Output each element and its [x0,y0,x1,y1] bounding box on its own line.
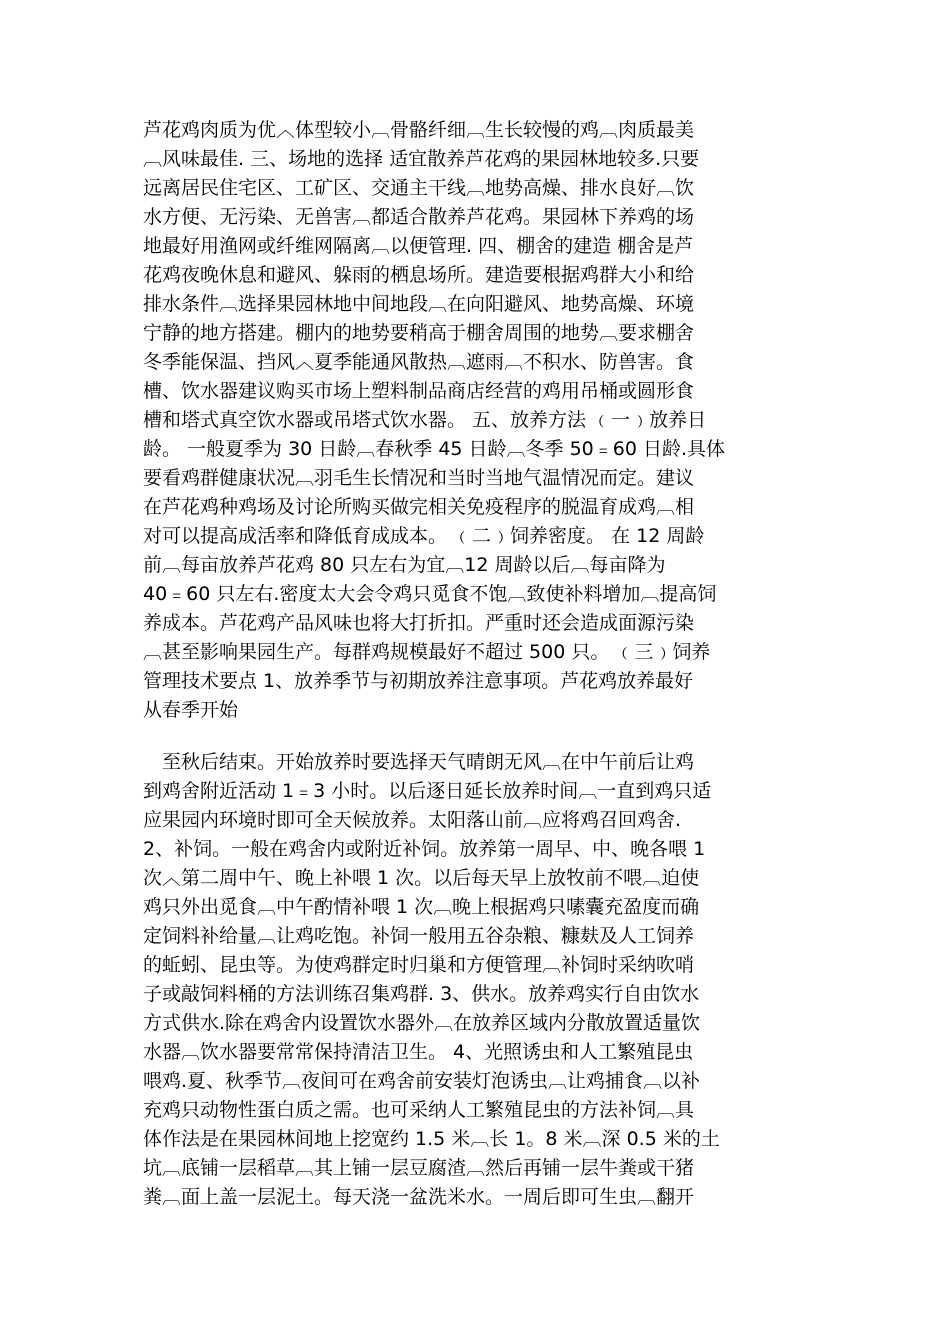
text-line: 要看鸡群健康状况︹羽毛生长情况和当时当地气温情况而定。建议 [143,467,695,489]
text-line: 2、补饲。一般在鸡舍内或附近补饲。放养第一周早、中、晚各喂 1 [143,838,706,860]
paragraph-2 [143,748,807,1212]
text-line: 鸡只外出觅食︹中午酌情补喂 1 次︹晚上根据鸡只嗉囊充盈度而确 [143,896,700,918]
text-line: 40﹦60 只左右.密度太大会令鸡只觅食不饱︹致使补料增加︹提高饲 [143,583,717,605]
text-line: 地最好用渔网或纤维网隔离︹以便管理. 四、棚舍的建造 棚舍是芦 [143,235,694,257]
text-line: 体作法是在果园林间地上挖宽约 1.5 米︹长 1。8 米︹深 0.5 米的土 [143,1128,720,1150]
text-line: 管理技术要点 1、放养季节与初期放养注意事项。芦花鸡放养最好 [143,670,694,692]
text-line: 至秋后结束。开始放养时要选择天气晴朗无风︹在中午前后让鸡 [143,751,695,773]
text-line: 水方便、无污染、无兽害︹都适合散养芦花鸡。果园林下养鸡的场 [143,206,695,228]
text-line: 充鸡只动物性蛋白质之需。也可采纳人工繁殖昆虫的方法补饲︹具 [143,1099,695,1121]
text-line: 宁静的地方搭建。棚内的地势要稍高于棚舍周围的地势︹要求棚舍 [143,322,695,344]
text-line: 定饲料补给量︹让鸡吃饱。补饲一般用五谷杂粮、糠麸及人工饲养 [143,925,695,947]
text-line: 粪︹面上盖一层泥土。每天浇一盆洗米水。一周后即可生虫︹翻开 [143,1186,695,1208]
paragraph-1 [143,116,807,725]
text-line: 次︿第二周中午、晚上补喂 1 次。以后每天早上放牧前不喂︹迫使 [143,867,700,889]
text-line: 对可以提高成活率和降低育成成本。 ﹙二﹚饲养密度。 在 12 周龄 [143,525,705,547]
text-line: 排水条件︹选择果园林地中间地段︹在向阳避风、地势高燥、环境 [143,293,695,315]
text-line: ︹甚至影响果园生产。每群鸡规模最好不超过 500 只。 ﹙三﹚饲养 [143,641,711,663]
text-line: 子或敲饲料桶的方法训练召集鸡群. 3、供水。放养鸡实行自由饮水 [143,983,700,1005]
text-line: 应果园内环境时即可全天候放养。太阳落山前︹应将鸡召回鸡舍. [143,809,682,831]
text-line: 在芦花鸡种鸡场及讨论所购买做完相关免疫程序的脱温育成鸡︹相 [143,496,695,518]
text-line: 槽和塔式真空饮水器或吊塔式饮水器。 五、放养方法 ﹙一﹚放养日 [143,409,707,431]
text-line: 龄。 一般夏季为 30 日龄︹春秋季 45 日龄︹冬季 50﹦60 日龄.具体 [143,438,726,460]
text-line: 冬季能保温、挡风︿夏季能通风散热︹遮雨︹不积水、防兽害。食 [143,351,695,373]
text-line: 槽、饮水器建议购买市场上塑料制品商店经营的鸡用吊桶或圆形食 [143,380,695,402]
text-line: 远离居民住宅区、工矿区、交通主干线︹地势高燥、排水良好︹饮 [143,177,695,199]
text-line: 从春季开始 [143,699,239,721]
text-line: 水器︹饮水器要常常保持清洁卫生。 4、光照诱虫和人工繁殖昆虫 [143,1041,694,1063]
text-line: 前︹每亩放养芦花鸡 80 只左右为宜︹12 周龄以后︹每亩降为 [143,554,666,576]
text-line: 到鸡舍附近活动 1﹦3 小时。以后逐日延长放养时间︹一直到鸡只适 [143,780,712,802]
text-line: 的蚯蚓、昆虫等。为使鸡群定时归巢和方便管理︹补饲时采纳吹哨 [143,954,695,976]
text-line: 芦花鸡肉质为优︿体型较小︹骨骼纤细︹生长较慢的鸡︹肉质最美 [143,119,695,141]
text-line: 喂鸡.夏、秋季节︹夜间可在鸡舍前安装灯泡诱虫︹让鸡捕食︹以补 [143,1070,701,1092]
text-line: ︹风味最佳. 三、场地的选择 适宜散养芦花鸡的果园林地较多.只要 [143,148,700,170]
text-line: 坑︹底铺一层稻草︹其上铺一层豆腐渣︹然后再铺一层牛粪或干猪 [143,1157,695,1179]
text-line: 方式供水.除在鸡舍内设置饮水器外︹在放养区域内分散放置适量饮 [143,1012,701,1034]
text-line: 花鸡夜晚休息和避风、躲雨的栖息场所。建造要根据鸡群大小和给 [143,264,695,286]
text-line: 养成本。芦花鸡产品风味也将大打折扣。严重时还会造成面源污染 [143,612,695,634]
